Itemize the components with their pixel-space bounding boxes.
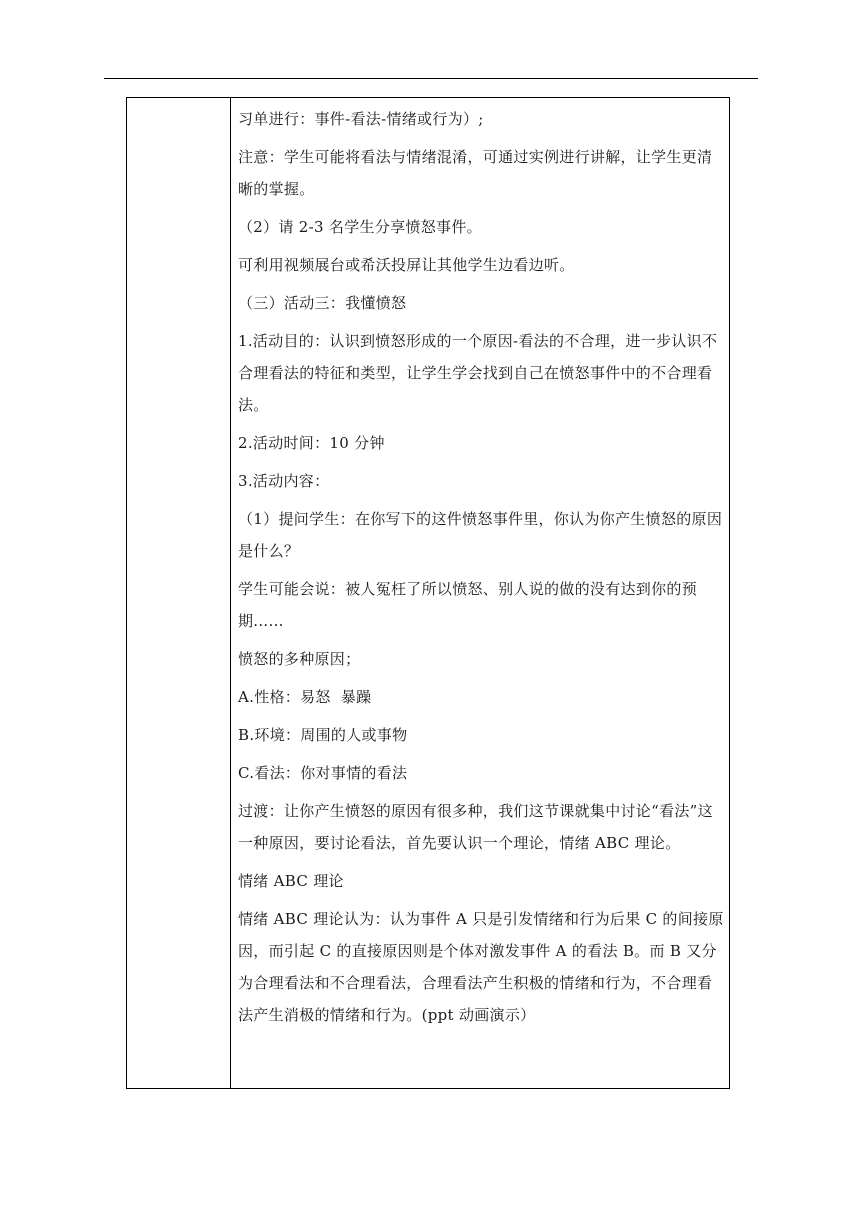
paragraph-activity3-heading: （三）活动三：我懂愤怒: [238, 294, 407, 312]
paragraph-question: （1）提问学生：在你写下的这件愤怒事件里，你认为你产生愤怒的原因是什么？: [238, 510, 723, 560]
lesson-table: [126, 97, 730, 1089]
table-content-cell: [231, 98, 729, 1088]
paragraph-activity-content: 3.活动内容：: [238, 472, 330, 490]
paragraph-cause-a: A.性格：易怒 暴躁: [238, 688, 372, 706]
paragraph-cause-b: B.环境：周围的人或事物: [238, 726, 408, 744]
paragraph-transition: 过渡：让你产生愤怒的原因有很多种，我们这节课就集中讨论“看法”这一种原因，要讨论看法，首先要认识一个理论，情绪 ABC 理论。: [238, 802, 713, 852]
paragraph-activity-time: 2.活动时间：10 分钟: [238, 434, 385, 452]
paragraph-causes-heading: 愤怒的多种原因；: [238, 650, 361, 668]
paragraph-abc-heading: 情绪 ABC 理论: [238, 872, 344, 890]
paragraph-share: （2）请 2-3 名学生分享愤怒事件。: [238, 218, 482, 236]
paragraph-cause-c: C.看法：你对事情的看法: [238, 764, 408, 782]
table-left-cell: [127, 98, 231, 1088]
paragraph-abc-theory: 情绪 ABC 理论认为：认为事件 A 只是引发情绪和行为后果 C 的间接原因，而引起 C 的直接原因则是个体对激发事件 A 的看法 B。而 B 又分为合理看法和不合理看法，合理看法产生积极的情绪和行为，不合理看法产生消极的情绪和行为。(ppt 动画演示）: [238, 910, 724, 1024]
header-rule: [104, 78, 758, 79]
paragraph-worksheet: 习单进行：事件-看法-情绪或行为）;: [238, 110, 484, 128]
paragraph-student-answer: 学生可能会说：被人冤枉了所以愤怒、别人说的做的没有达到你的预期......: [238, 580, 698, 630]
paragraph-activity-goal: 1.活动目的：认识到愤怒形成的一个原因-看法的不合理，进一步认识不合理看法的特征和类型，让学生学会找到自己在愤怒事件中的不合理看法。: [238, 332, 718, 414]
paragraph-note: 注意：学生可能将看法与情绪混淆，可通过实例进行讲解，让学生更清晰的掌握。: [238, 148, 713, 198]
paragraph-projection: 可利用视频展台或希沃投屏让其他学生边看边听。: [238, 256, 575, 274]
